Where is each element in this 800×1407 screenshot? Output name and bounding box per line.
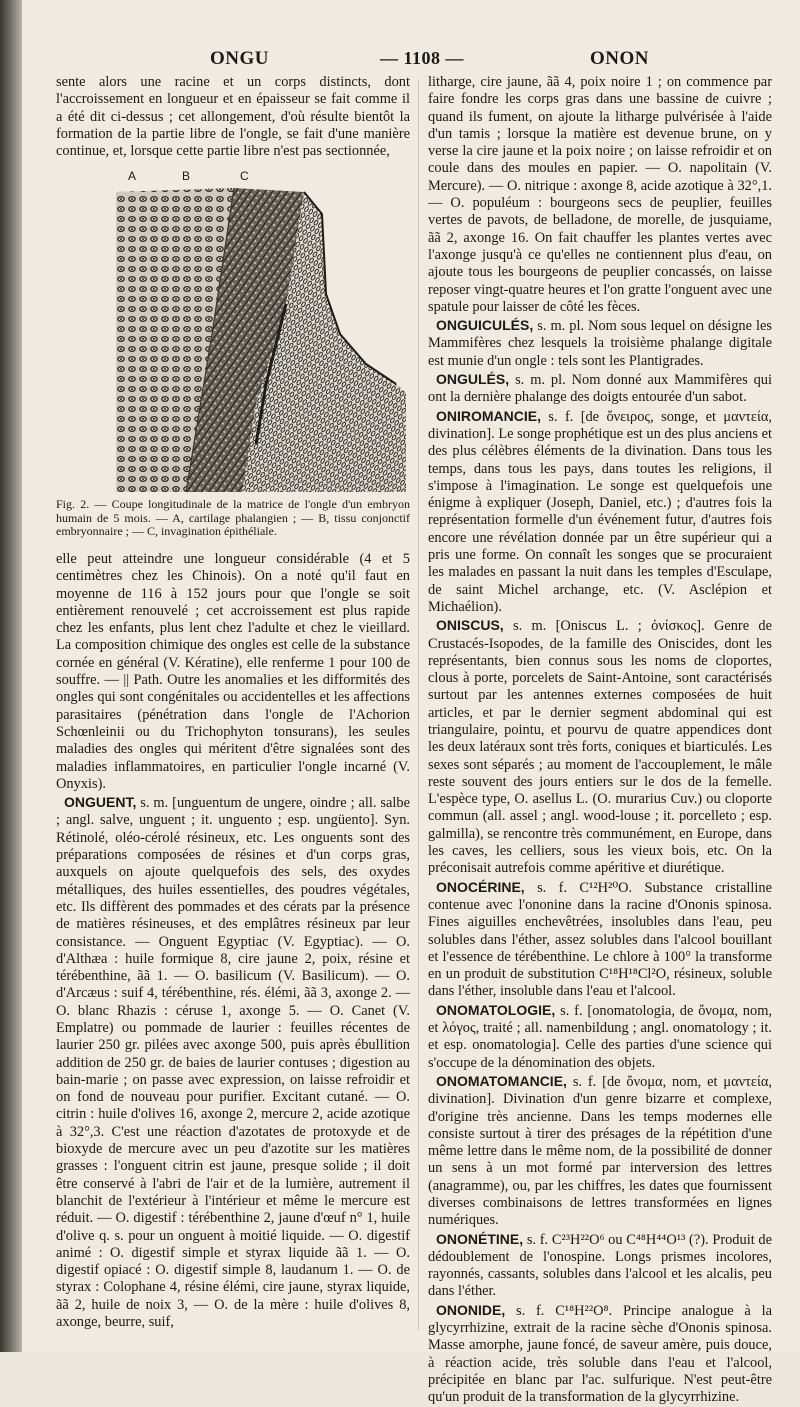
page-binding-shadow <box>0 0 22 1352</box>
entry-onocerine <box>428 879 772 1001</box>
ongle-continuation-text: sente alors une racine et un corps distincts, dont l'accroissement en longueur et en épaisseur se fait comme il a été dit ci-dessus ; cet allongement, d'où résulte bientôt la formation de la partie libre de l'ongle, se fait d'une manière continue, et, lorsque cette partie libre n'est pas sectionnée, <box>56 74 410 160</box>
onguent-continuation-text: litharge, cire jaune, ãã 4, poix noire 1 ; on commence par faire fondre les corps gras dans une bassine de cuivre ; quand ils fument, on ajoute la litharge pulvérisée à l'aide d'un tamis ; lorsque la matière est devenue brune, on y verse la cire jaune et la poix noire ; on laisse refroidir et on coule dans des moules en papier. — O. napolitain (V. Mercure). — O. nitrique : axonge 8, acide azotique à 32°,1. — O. populéum : bourgeons secs de peuplier, feuilles vertes de pavots, de belladone, de morelle, de jusquiame, ãã 2, axonge 16. On fait chauffer les plantes vertes avec l'axonge jusqu'à ce qu'elles ne contiennent plus d'eau, on ajoute tous les bourgeons de peuplier concassés, on laisse reposer vingt-quatre heures et l'on gratte l'onguent avec une spatule pour laisser de côté les fèces. <box>428 74 772 315</box>
entry-ononetine-text: s. f. C²³H²²O⁶ ou C⁴⁸H⁴⁴O¹³ (?). Produit de dédoublement de l'onospine. Longs prismes incolores, rayonnés, cassants, solubles dans l'alcool et les alcalis, peu dans l'éther. <box>428 1231 772 1300</box>
headword-onocerine: ONOCÉRINE, <box>436 878 525 895</box>
entry-onocerine-text: s. f. C¹²H²⁰O. Substance cristalline contenue avec l'ononine dans la racine d'Ononis spinosa. Fines aiguilles enchevêtrées, insolubles dans l'eau, peu solubles dans l'éther, assez solubles dans l'alcool bouillant et l'essence de térébenthine. Le chlore à 100° la transforme en un produit de substitution C¹⁸H¹⁸Cl²O, résineux, soluble dans l'éther, insoluble dans l'eau et l'alcool. <box>428 879 772 1000</box>
figure <box>56 166 410 539</box>
entry-onomatomancie <box>428 1073 772 1230</box>
left-column <box>56 74 410 1331</box>
entry-onomatologie <box>428 1002 772 1072</box>
headword-oniscus: ONISCUS, <box>436 617 504 634</box>
column-rule <box>418 80 419 1330</box>
entry-oniromancie <box>428 408 772 617</box>
entry-oniscus-text: s. m. [Oniscus L. ; ὀνίσκος]. Genre de Crustacés-Isopodes, de la famille des Oniscides, dont les représentants, bien connus sous les noms de cloportes, clous à porte, porcelets de Saint-Antoine, sont caractérisés surtout par les antennes externes composées de huit articles, et par le dernier segment abdominal qui est triangulaire, pointu, et pourvu de quatre appendices dont les deux latéraux sont très forts, coniques et biarticulés. Les sexes sont séparés ; au moment de l'accouplement, le mâle reste souvent des jours entiers sur le dos de la femelle. L'espèce type, O. asellus L. (O. murarius Cuv.) ou cloporte commun (all. assel ; angl. wood-louse ; it. porcelleto ; esp. galmilla), se rencontre très communément, en Europe, dans les caves, les celliers, sous les vieux bois, etc. On la préconisait autrefois comme apéritive et diurétique. <box>428 618 772 877</box>
headword-oniromancie: ONIROMANCIE, <box>436 407 541 424</box>
entry-onomatologie-text: s. f. [onomatologia, de ὄνομα, nom, et λόγος, traité ; all. namenbildung ; angl. onomatology ; it. et esp. onomatologia]. Celle des parties d'une science qui s'occupe de la dénomination des objets. <box>428 1002 772 1071</box>
headword-ononide: ONONIDE, <box>436 1301 506 1318</box>
running-head-right: ONON <box>590 48 649 69</box>
headword-ongules: ONGULÉS, <box>436 371 510 388</box>
entry-onguent <box>56 794 410 1331</box>
entry-onguicules-text: s. m. pl. Nom sous lequel on désigne les Mammifères chez lesquels la troisième phalange digitale est munie d'un ongle : tels sont les Plantigrades. <box>428 318 772 369</box>
entry-onomatomancie-text: s. f. [de ὄνομα, nom, et μαντεία, divination]. Divination d'un genre bizarre et complexe, d'origine très ancienne. Dans les temps modernes elle consiste surtout à tirer des présages de la répétition d'une même lettre dans le même nom, de la possibilité de donner un sens à un mot formé par interversion des lettres (anagramme), ou, par les chiffres, les dates que fournissent diverses combinaisons de lettres transformées en lignes numériques. <box>428 1073 772 1229</box>
entry-onguicules <box>428 317 772 370</box>
right-column <box>428 74 772 1407</box>
entry-ononide-text: s. f. C¹⁸H²²O⁸. Principe analogue à la glycyrrhizine, extrait de la racine sèche d'Ononis spinosa. Masse amorphe, jaune foncé, de saveur amère, puis douce, à réaction acide, très soluble dans l'eau et l'alcool, précipitée en blanc par l'ac. sulfurique. N'est peut-être qu'un produit de la transformation de la glycyrrhizine. <box>428 1302 772 1406</box>
headword-onomatologie: ONOMATOLOGIE, <box>436 1001 556 1018</box>
headword-onguicules: ONGUICULÉS, <box>436 317 534 334</box>
page-number: — 1108 — <box>380 48 465 68</box>
entry-ononetine <box>428 1231 772 1301</box>
figure-letter-c: C <box>240 169 249 184</box>
headword-onguent: ONGUENT, <box>64 794 137 811</box>
ongle-body-text: elle peut atteindre une longueur considérable (4 et 5 centimètres chez les Chinois). On a noté qu'il faut en moyenne de 116 à 152 jours pour que l'ongle se soit entièrement renouvelé ; cet accroissement est plus rapide chez les enfants, plus lent chez l'adulte et chez le vieillard. La composition chimique des ongles est celle de la substance cornée en général (V. Kératine), elle renferme 1 pour 100 de souffre. — || Path. Outre les anomalies et les difformités des ongles qui sont congénitales ou accidentelles et les affections parasitaires (pénétration dans l'ongle de l'Achorion Schœnleinii ou du Trichophyton tonsurans), les seules maladies des ongles qui méritent d'être signalées sont des maladies inflammatoires, en particulier l'ongle incarné (V. Onyxis). <box>56 550 410 792</box>
entry-ongules <box>428 371 772 407</box>
entry-oniscus <box>428 617 772 877</box>
headword-onomatomancie: ONOMATOMANCIE, <box>436 1072 567 1089</box>
entry-ononide <box>428 1302 772 1407</box>
figure-letter-b: B <box>182 169 191 184</box>
headword-ononetine: ONONÉTINE, <box>436 1230 524 1247</box>
nail-matrix-illustration <box>116 184 406 492</box>
entry-oniromancie-text: s. f. [de ὄνειρος, songe, et μαντεία, divination]. Le songe prophétique est un des plus anciens et des plus célèbres éléments de la divination. Dans tous les temps, dans tous les pays, dans toutes les religions, il s'impose à l'imagination. Le songe est quelquefois une énigme à expliquer (Joseph, Daniel, etc.) ; d'autres fois la représentation formelle d'un événement futur, d'autres fois encore une révélation donnée par un être supérieur qui a pris une forme. On connaît les songes que se procuraient les malades en passant la nuit dans les temples d'Esculape, de saint Michel archange, etc. (V. Asclépion et Michaélion). <box>428 408 772 615</box>
figure-letters <box>56 166 410 184</box>
entry-onguent-text: s. m. [unguentum de ungere, oindre ; all. salbe ; angl. salve, unguent ; it. unguento ; esp. ungüento]. Syn. Rétinolé, oléo-cérolé résineux, etc. Les onguents sont des préparations composées de résines et d'un corps gras, auxquels on ajoute quelquefois des sels, des oxydes métalliques, des huiles essentielles, des poudres végétales, etc. Ils diffèrent des pommades et des cérats par la présence de matières résineuses, et des emplâtres résineux par leur consistance. — Onguent Egyptiac (V. Egyptiac). — O. d'Althæa : huile formique 8, cire jaune 2, poix, résine et térébenthine, ãã 1. — O. basilicum (V. Basilicum). — O. d'Arcæus : suif 4, térébenthine, rés. élémi, ãã 3, axonge 2. — O. blanc Rhazis : céruse 1, axonge 5. — O. Canet (V. Emplatre) ou pommade de laurier : feuilles récentes de laurier 250 gr. pilées avec axonge 500, puis après ébullition addition de 250 gr. de baies de laurier contuses ; digestion au bain-marie ; on passe avec expression, on laisse refroidir et on fond de nouveau pour purifier. Excitant cutané. — O. citrin : huile d'olives 16, axonge 2, mercure 2, acide azotique à 32°,3. C'est une réaction d'azotates de protoxyde et de bioxyde de mercure avec un peu d'azotite sur les matières grasses : l'onguent citrin est jaune, presque solide ; il doit être conservé à l'abri de l'air et de la lumière, autrement il blanchit de l'extérieur à l'intérieur et même le mercure est réduit. — O. digestif : térébenthine 2, jaune d'œuf n° 1, huile d'olive q. s. pour un onguent à moitié liquide. — O. digestif animé : O. digestif simple et styrax liquide ãã 1. — O. digestif opiacé : O. digestif simple 8, laudanum 1. — O. de styrax : Colophane 4, résine élémi, cire jaune, styrax liquide, ãã 2, huile de noix 3, — O. de la mère : huile d'olives 8, axonge, beurre, suif, <box>56 795 410 1331</box>
running-head-left: ONGU <box>210 48 269 69</box>
figure-caption: Fig. 2. — Coupe longitudinale de la matrice de l'ongle d'un embryon humain de 5 mois. — A, cartilage phalangien ; — B, tissu conjonctif embryonnaire ; — C, invagination épithéliale. <box>56 497 410 539</box>
entry-ongules-text: s. m. pl. Nom donné aux Mammifères qui ont la dernière phalange des doigts entourée d'un sabot. <box>428 372 772 406</box>
figure-letter-a: A <box>128 169 137 184</box>
